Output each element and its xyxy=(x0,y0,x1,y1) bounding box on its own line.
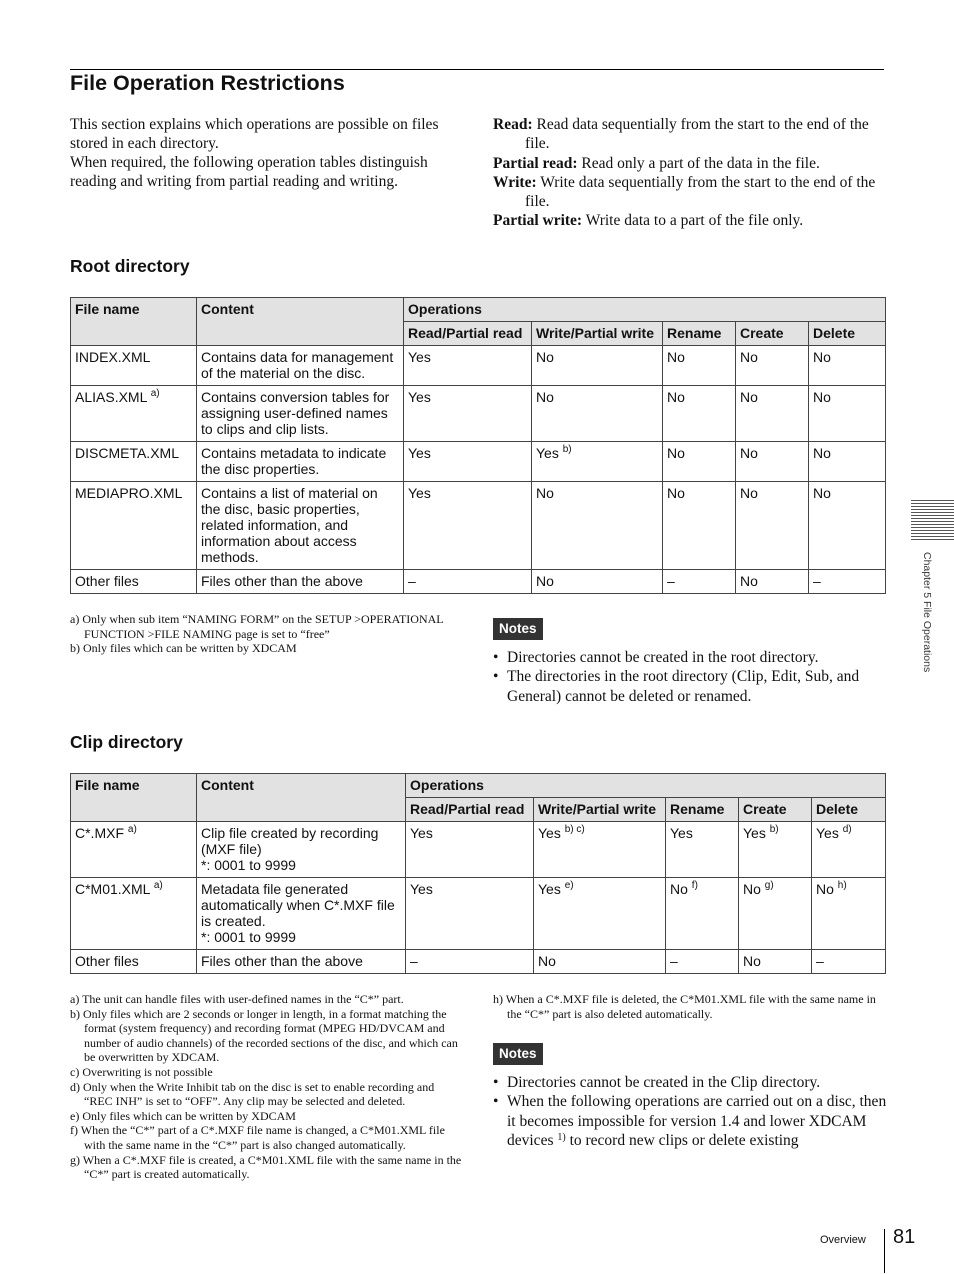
root-notes-list xyxy=(493,648,888,706)
cell-delete xyxy=(809,346,886,386)
definition-term: Partial write: xyxy=(493,212,583,230)
cell-write xyxy=(534,822,666,878)
clip-note-1: Directories cannot be created in the Clip directory. xyxy=(507,1074,821,1091)
header-create: Create xyxy=(739,798,812,822)
create-value: No xyxy=(740,389,758,405)
cell-write xyxy=(534,950,666,974)
cell-delete xyxy=(812,822,886,878)
cell-write xyxy=(532,482,663,570)
cell-rename xyxy=(663,386,736,442)
rename-value: No xyxy=(670,881,688,897)
header-content: Content xyxy=(197,298,404,346)
rename-value: No xyxy=(667,445,685,461)
table-row xyxy=(71,822,886,878)
cell-read xyxy=(406,822,534,878)
definition-item xyxy=(493,173,888,212)
header-file-name: File name xyxy=(71,774,197,822)
read-value: – xyxy=(410,953,418,969)
read-value: Yes xyxy=(408,389,431,405)
cell-create xyxy=(736,570,809,594)
cell-rename xyxy=(666,822,739,878)
delete-value: No xyxy=(813,485,831,501)
header-operations: Operations xyxy=(406,774,886,798)
table-row xyxy=(71,442,886,482)
rename-value: – xyxy=(667,573,675,589)
cell-content xyxy=(197,570,404,594)
file-name-text: Other files xyxy=(75,573,139,589)
root-directory-table xyxy=(70,297,886,594)
create-value: Yes xyxy=(743,825,766,841)
write-value: No xyxy=(536,485,554,501)
file-name-text: C*M01.XML xyxy=(75,881,150,897)
cell-file-name xyxy=(71,570,197,594)
cell-rename xyxy=(663,346,736,386)
list-item: • When the following operations are carried out on a disc, then it becomes impossible for version 1.4 and lower XDCAM devices $^{1)}$ to record new clips or delete existing xyxy=(493,1093,887,1149)
create-value: No xyxy=(743,953,761,969)
create-value: No xyxy=(740,485,758,501)
cell-read xyxy=(404,346,532,386)
header-read: Read/Partial read xyxy=(406,798,534,822)
write-value: No xyxy=(536,349,554,365)
cell-file-name xyxy=(71,878,197,950)
page-number: 81 xyxy=(893,1226,916,1248)
delete-value: No xyxy=(813,445,831,461)
rename-value: No xyxy=(667,349,685,365)
file-name-text: MEDIAPRO.XML xyxy=(75,485,183,501)
clip-notes-list xyxy=(493,1073,888,1150)
cell-write xyxy=(532,386,663,442)
cell-content xyxy=(197,386,404,442)
footnote-ref: a) xyxy=(153,880,163,891)
footnote: b) Only files which are 2 seconds or longer in length, in a format matching the format (system frequency) and recording format (MPEG HD/DVCAM and number of audio channels) of the recorded sections of the disc, and which can be overwritten by XDCAM. xyxy=(70,1006,458,1065)
definition-term: Partial read: xyxy=(493,154,578,172)
definition-text: Write data to a part of the file only. xyxy=(582,212,804,230)
cell-delete xyxy=(812,950,886,974)
footnote-ref: b) c) xyxy=(564,824,585,835)
intro-text xyxy=(70,115,470,191)
footnote: a) The unit can handle files with user-defined names in the “C*” part. xyxy=(70,992,404,1006)
table-row xyxy=(71,878,886,950)
cell-write xyxy=(534,878,666,950)
cell-rename xyxy=(663,442,736,482)
write-value: Yes xyxy=(538,881,561,897)
root-footnotes xyxy=(70,612,470,656)
footnote-ref: d) xyxy=(842,824,852,835)
cell-delete xyxy=(809,570,886,594)
cell-read xyxy=(406,950,534,974)
file-name-text: C*.MXF xyxy=(75,825,124,841)
create-value: No xyxy=(740,445,758,461)
cell-create xyxy=(736,346,809,386)
cell-delete xyxy=(812,878,886,950)
intro-paragraph-1: This section explains which operations are possible on files stored in each directory. xyxy=(70,116,439,152)
rename-value: Yes xyxy=(670,825,693,841)
file-name-text: ALIAS.XML xyxy=(75,389,147,405)
content-text: Contains conversion tables for assigning user-defined names to clips and clip lists. xyxy=(201,389,390,437)
write-value: No xyxy=(536,573,554,589)
definition-item xyxy=(493,115,888,154)
cell-content xyxy=(197,950,406,974)
chapter-tab-marker xyxy=(911,500,954,540)
cell-content xyxy=(197,346,404,386)
header-delete: Delete xyxy=(812,798,886,822)
clip-note-2b: to record new clips or delete existing xyxy=(565,1131,799,1149)
cell-read xyxy=(404,570,532,594)
definition-text: Read data sequentially from the start to the end of the file. xyxy=(525,116,869,153)
list-item xyxy=(493,667,888,706)
content-text: Contains metadata to indicate the disc properties. xyxy=(201,445,387,477)
clip-footnotes-right xyxy=(493,992,885,1021)
cell-read xyxy=(404,482,532,570)
header-delete: Delete xyxy=(809,322,886,346)
table-row xyxy=(71,570,886,594)
delete-value: Yes xyxy=(816,825,839,841)
chapter-sidebar-label: Chapter 5 File Operations xyxy=(921,552,933,673)
footer-rule xyxy=(884,1229,885,1273)
read-value: – xyxy=(408,573,416,589)
root-notes-badge: Notes xyxy=(493,618,543,640)
footnote: f) When the “C*” part of a C*.MXF file name is changed, a C*M01.XML file with the same name in the “C*” part is also changed automatically. xyxy=(70,1123,445,1152)
cell-content xyxy=(197,482,404,570)
header-content: Content xyxy=(197,774,406,822)
cell-write xyxy=(532,570,663,594)
read-value: Yes xyxy=(408,445,431,461)
header-read: Read/Partial read xyxy=(404,322,532,346)
content-text: Files other than the above xyxy=(201,573,363,589)
cell-delete xyxy=(809,442,886,482)
definitions-list xyxy=(493,115,888,231)
cell-rename xyxy=(666,950,739,974)
write-value: Yes xyxy=(538,825,561,841)
table-row xyxy=(71,950,886,974)
footnote-ref: f) xyxy=(691,880,698,891)
content-text: Contains data for management of the material on the disc. xyxy=(201,349,394,381)
header-create: Create xyxy=(736,322,809,346)
cell-file-name xyxy=(71,482,197,570)
file-name-text: Other files xyxy=(75,953,139,969)
cell-create xyxy=(739,878,812,950)
cell-file-name xyxy=(71,346,197,386)
delete-value: – xyxy=(813,573,821,589)
delete-value: No xyxy=(813,389,831,405)
cell-rename xyxy=(663,570,736,594)
list-item xyxy=(493,648,888,667)
clip-footnotes-left xyxy=(70,992,462,1182)
cell-delete xyxy=(809,386,886,442)
footnote: g) When a C*.MXF file is created, a C*M01.XML file with the same name in the “C*” part is created automatically. xyxy=(70,1152,462,1182)
write-value: Yes xyxy=(536,445,559,461)
bullet-icon: • xyxy=(493,668,499,686)
definition-term: Write: xyxy=(493,173,537,191)
cell-file-name xyxy=(71,386,197,442)
clip-note-2a: When the following operations are carried out on a disc, then it becomes impossible for version 1.4 and lower XDCAM devices xyxy=(507,1093,887,1149)
footnote: b) Only files which can be written by XDCAM xyxy=(70,641,297,656)
table-row xyxy=(71,346,886,386)
note-text: The directories in the root directory (Clip, Edit, Sub, and General) cannot be deleted or renamed. xyxy=(507,668,860,705)
bullet-icon: • xyxy=(493,649,499,666)
definition-item xyxy=(493,154,888,173)
root-directory-heading: Root directory xyxy=(70,256,190,276)
file-name-text: INDEX.XML xyxy=(75,349,151,365)
cell-file-name xyxy=(71,950,197,974)
list-item: • Directories cannot be created in the Clip directory. xyxy=(493,1074,821,1091)
create-value: No xyxy=(740,349,758,365)
delete-value: No xyxy=(813,349,831,365)
footnote: d) Only when the Write Inhibit tab on the disc is set to enable recording and “REC INH” is set to “OFF”. Any clip may be selected and deleted. xyxy=(70,1079,435,1109)
definition-term: Read: xyxy=(493,116,533,133)
title-rule xyxy=(70,69,884,70)
cell-content xyxy=(197,822,406,878)
footnote: a) Only when sub item “NAMING FORM” on the SETUP >OPERATIONAL FUNCTION >FILE NAMING page is set to “free” xyxy=(70,612,444,641)
note-text: Directories cannot be created in the root directory. xyxy=(507,649,819,666)
footnote: e) Only files which can be written by XDCAM xyxy=(70,1108,296,1123)
content-text: Contains a list of material on the disc, basic properties, related information, and information about access methods. xyxy=(201,485,378,565)
cell-content xyxy=(197,442,404,482)
definition-item xyxy=(493,211,888,230)
cell-rename xyxy=(663,482,736,570)
header-write: Write/Partial write xyxy=(532,322,663,346)
header-rename: Rename xyxy=(663,322,736,346)
content-text: Clip file created by recording (MXF file) xyxy=(201,825,379,857)
read-value: Yes xyxy=(410,881,433,897)
create-value: No xyxy=(743,881,761,897)
cell-create xyxy=(739,950,812,974)
cell-read xyxy=(406,878,534,950)
cell-rename xyxy=(666,878,739,950)
delete-value: – xyxy=(816,953,824,969)
create-value: No xyxy=(740,573,758,589)
cell-create xyxy=(736,442,809,482)
clip-directory-heading: Clip directory xyxy=(70,732,183,752)
definition-text: Read only a part of the data in the file. xyxy=(577,154,820,172)
read-value: Yes xyxy=(408,349,431,365)
cell-read xyxy=(404,442,532,482)
footnote-ref: e) xyxy=(564,880,574,891)
content-text: Files other than the above xyxy=(201,953,363,969)
cell-create xyxy=(739,822,812,878)
cell-delete xyxy=(809,482,886,570)
content-range: *: 0001 to 9999 xyxy=(201,929,296,945)
page-title: File Operation Restrictions xyxy=(70,71,345,95)
header-write: Write/Partial write xyxy=(534,798,666,822)
footnote-ref: b) xyxy=(562,444,572,455)
rename-value: No xyxy=(667,389,685,405)
cell-file-name xyxy=(71,822,197,878)
footnote-ref: g) xyxy=(764,880,774,891)
content-text: Metadata file generated automatically when C*.MXF file is created. xyxy=(201,881,395,929)
header-operations: Operations xyxy=(404,298,886,322)
read-value: Yes xyxy=(410,825,433,841)
cell-read xyxy=(404,386,532,442)
footnote-ref: a) xyxy=(127,824,137,835)
cell-file-name xyxy=(71,442,197,482)
read-value: Yes xyxy=(408,485,431,501)
intro-paragraph-2: When required, the following operation tables distinguish reading and writing from partial reading and writing. xyxy=(70,154,428,190)
footnote: c) Overwriting is not possible xyxy=(70,1064,213,1079)
cell-create xyxy=(736,482,809,570)
table-row xyxy=(71,386,886,442)
write-value: No xyxy=(536,389,554,405)
footnote-ref: b) xyxy=(769,824,779,835)
definition-text: Write data sequentially from the start to the end of the file. xyxy=(525,173,876,211)
write-value: No xyxy=(538,953,556,969)
rename-value: – xyxy=(670,953,678,969)
cell-content xyxy=(197,878,406,950)
footer-section: Overview xyxy=(820,1234,866,1246)
rename-value: No xyxy=(667,485,685,501)
cell-create xyxy=(736,386,809,442)
cell-write xyxy=(532,442,663,482)
clip-directory-table xyxy=(70,773,886,974)
file-name-text: DISCMETA.XML xyxy=(75,445,179,461)
footnote-ref: h) xyxy=(837,880,847,891)
footnote: h) When a C*.MXF file is deleted, the C*M01.XML file with the same name in the “C*” part is also deleted automatically. xyxy=(493,992,876,1021)
cell-write xyxy=(532,346,663,386)
clip-notes-badge: Notes xyxy=(493,1043,543,1065)
footnote-ref: 1) xyxy=(557,1131,566,1143)
header-rename: Rename xyxy=(666,798,739,822)
content-range: *: 0001 to 9999 xyxy=(201,857,296,873)
delete-value: No xyxy=(816,881,834,897)
header-file-name: File name xyxy=(71,298,197,346)
footnote-ref: a) xyxy=(150,388,160,399)
table-row xyxy=(71,482,886,570)
